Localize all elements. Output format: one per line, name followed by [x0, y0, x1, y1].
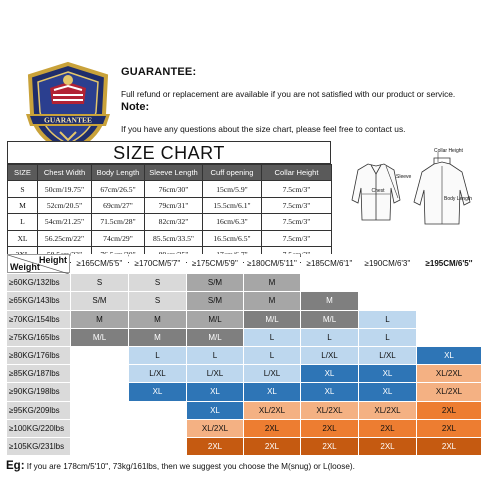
fit-size-cell: M	[244, 274, 300, 291]
table-cell: 74cm/29"	[92, 230, 145, 246]
fit-size-cell: M	[129, 311, 186, 328]
table-cell: 15cm/5.9"	[203, 181, 262, 197]
table-cell: 16cm/6.3"	[203, 214, 262, 230]
fit-size-cell: XL/2XL	[417, 365, 481, 382]
height-col: ≥165CM/5'5''	[71, 254, 128, 273]
guarantee-title: GUARANTEE:	[121, 66, 197, 78]
fit-size-cell	[301, 274, 358, 291]
fit-size-cell	[71, 402, 128, 419]
fit-size-cell	[359, 292, 416, 309]
example-prefix: Eg:	[6, 460, 25, 472]
fit-size-cell	[417, 311, 481, 328]
height-col: ≥180CM/5'11''	[244, 254, 300, 273]
diagram-chest-label: Chest	[371, 188, 385, 194]
table-row	[7, 402, 481, 419]
diagram-body-length-label: Body Length	[444, 196, 473, 202]
fit-size-cell: S/M	[187, 292, 243, 309]
fit-size-cell: S/M	[187, 274, 243, 291]
size-chart-table	[7, 164, 332, 263]
fit-size-cell: M/L	[71, 329, 128, 346]
table-row	[7, 420, 481, 437]
fit-size-cell: XL	[187, 402, 243, 419]
table-cell: 54cm/21.25"	[38, 214, 92, 230]
fit-size-cell	[71, 383, 128, 400]
fit-size-cell: 2XL	[417, 402, 481, 419]
fit-size-cell	[417, 292, 481, 309]
fit-size-cell	[71, 365, 128, 382]
diagram-collar-label: Collar Height	[434, 148, 463, 154]
fit-size-cell	[71, 438, 128, 455]
garment-measurement-diagram	[338, 148, 488, 243]
fit-size-cell: L	[244, 329, 300, 346]
height-col: ≥185CM/6'1''	[301, 254, 358, 273]
table-cell: 7.5cm/3"	[262, 230, 332, 246]
fit-size-cell: 2XL	[301, 438, 358, 455]
weight-row-label: ≥75KG/165lbs	[7, 329, 70, 346]
header-cell: Collar Height	[262, 165, 332, 181]
header-cell: Chest Width	[38, 165, 92, 181]
fit-size-cell: M/L	[187, 311, 243, 328]
badge-text: GUARANTEE	[44, 115, 92, 125]
table-row	[7, 329, 481, 346]
fit-size-cell: M/L	[187, 329, 243, 346]
fit-size-cell: S/M	[71, 292, 128, 309]
fit-size-cell: L/XL	[187, 365, 243, 382]
height-col: ≥175CM/5'9''	[187, 254, 243, 273]
table-cell: 50cm/19.75"	[38, 181, 92, 197]
fit-size-cell: XL	[301, 365, 358, 382]
fit-size-cell: XL/2XL	[187, 420, 243, 437]
fit-size-cell: L/XL	[301, 347, 358, 364]
diagram-sleeve-label: Sleeve	[396, 174, 412, 180]
fit-size-cell	[129, 420, 186, 437]
height-col: ≥195CM/6'5''	[417, 254, 481, 273]
fit-header-row	[7, 254, 481, 273]
fit-size-cell	[359, 274, 416, 291]
fit-size-cell: 2XL	[359, 438, 416, 455]
fit-size-cell	[71, 420, 128, 437]
fit-size-cell: S	[129, 292, 186, 309]
fit-size-cell: M	[301, 292, 358, 309]
fit-size-cell: XL	[301, 383, 358, 400]
fit-size-cell: L	[359, 329, 416, 346]
table-cell: 85.5cm/33.5"	[145, 230, 203, 246]
fit-size-cell: 2XL	[244, 438, 300, 455]
header-cell: Cuff opening	[203, 165, 262, 181]
height-label: Height	[39, 255, 67, 265]
table-cell: 82cm/32"	[145, 214, 203, 230]
header-cell: Sleeve Length	[145, 165, 203, 181]
fit-size-cell	[71, 347, 128, 364]
table-cell: 69cm/27"	[92, 197, 145, 213]
fit-size-cell: XL	[244, 383, 300, 400]
table-cell: 79cm/31"	[145, 197, 203, 213]
table-cell: 71.5cm/28"	[92, 214, 145, 230]
fit-size-cell: XL	[359, 383, 416, 400]
height-weight-corner	[7, 254, 70, 273]
fit-size-cell: XL	[129, 383, 186, 400]
guarantee-text: Full refund or replacement are available if you are not satisfied with our product or service.	[121, 89, 456, 99]
fit-size-cell: 2XL	[417, 420, 481, 437]
fit-size-cell	[417, 274, 481, 291]
weight-row-label: ≥80KG/176lbs	[7, 347, 70, 364]
height-col: ≥170CM/5'7''	[129, 254, 186, 273]
table-row	[7, 292, 481, 309]
fit-size-cell: L/XL	[359, 347, 416, 364]
table-row	[7, 274, 481, 291]
fit-size-cell: 2XL	[244, 420, 300, 437]
table-cell: 7.5cm/3"	[262, 214, 332, 230]
fit-size-cell: 2XL	[359, 420, 416, 437]
weight-row-label: ≥95KG/209lbs	[7, 402, 70, 419]
fit-size-cell: L	[244, 347, 300, 364]
table-cell: L	[8, 214, 38, 230]
fit-size-cell: XL	[417, 347, 481, 364]
weight-row-label: ≥85KG/187lbs	[7, 365, 70, 382]
table-cell: 7.5cm/3"	[262, 197, 332, 213]
fit-size-cell	[417, 329, 481, 346]
fit-size-cell: 2XL	[417, 438, 481, 455]
table-row	[7, 311, 481, 328]
table-cell: 15.5cm/6.1"	[203, 197, 262, 213]
table-row	[8, 181, 332, 197]
fit-size-cell: M	[244, 292, 300, 309]
table-cell: 76cm/30"	[145, 181, 203, 197]
fit-size-cell: 2XL	[187, 438, 243, 455]
weight-row-label: ≥60KG/132lbs	[7, 274, 70, 291]
table-row	[7, 383, 481, 400]
weight-label: Weight	[10, 262, 40, 273]
fit-size-cell	[129, 438, 186, 455]
table-cell: S	[8, 181, 38, 197]
fit-size-cell: XL/2XL	[359, 402, 416, 419]
table-cell: 56.25cm/22"	[38, 230, 92, 246]
table-cell: 52cm/20.5"	[38, 197, 92, 213]
fit-size-cell: L/XL	[244, 365, 300, 382]
fit-size-cell: L	[129, 347, 186, 364]
fit-size-cell: XL/2XL	[244, 402, 300, 419]
fit-size-cell: L	[301, 329, 358, 346]
fit-size-cell: M/L	[244, 311, 300, 328]
example-text: If you are 178cm/5'10", 73kg/161lbs, then we suggest you choose the M(snug) or L(loose).	[24, 462, 355, 471]
table-cell: 7.5cm/3"	[262, 181, 332, 197]
table-cell: 67cm/26.5"	[92, 181, 145, 197]
size-chart-title: SIZE CHART	[7, 141, 331, 164]
table-cell: XL	[8, 230, 38, 246]
note-title: Note:	[121, 101, 150, 113]
fit-size-cell: S	[129, 274, 186, 291]
fit-table-body	[7, 274, 481, 455]
table-cell: 16.5cm/6.5"	[203, 230, 262, 246]
weight-row-label: ≥90KG/198lbs	[7, 383, 70, 400]
fit-size-cell: 2XL	[301, 420, 358, 437]
weight-row-label: ≥105KG/231lbs	[7, 438, 70, 455]
size-chart-header-row	[8, 165, 332, 181]
weight-row-label: ≥100KG/220lbs	[7, 420, 70, 437]
fit-size-cell: S	[71, 274, 128, 291]
height-weight-fit-table	[6, 253, 482, 456]
fit-size-cell: XL	[187, 383, 243, 400]
table-cell: M	[8, 197, 38, 213]
fit-size-cell: M/L	[301, 311, 358, 328]
fit-size-cell: L/XL	[129, 365, 186, 382]
table-row	[7, 438, 481, 455]
fit-size-cell: L	[359, 311, 416, 328]
fit-size-cell: XL/2XL	[301, 402, 358, 419]
height-col: ≥190CM/6'3''	[359, 254, 416, 273]
fit-size-cell: M	[71, 311, 128, 328]
table-row	[7, 347, 481, 364]
weight-row-label: ≥65KG/143lbs	[7, 292, 70, 309]
fit-size-cell: XL/2XL	[417, 383, 481, 400]
fit-size-cell: L	[187, 347, 243, 364]
header-cell: SIZE	[8, 165, 38, 181]
header-cell: Body Length	[92, 165, 145, 181]
example-note	[6, 460, 355, 472]
fit-size-cell: XL	[359, 365, 416, 382]
table-row	[8, 197, 332, 213]
table-row	[8, 230, 332, 246]
table-row	[8, 214, 332, 230]
note-text: If you have any questions about the size chart, please feel free to contact us.	[121, 124, 406, 134]
weight-row-label: ≥70KG/154lbs	[7, 311, 70, 328]
fit-size-cell: M	[129, 329, 186, 346]
fit-size-cell	[129, 402, 186, 419]
table-row	[7, 365, 481, 382]
